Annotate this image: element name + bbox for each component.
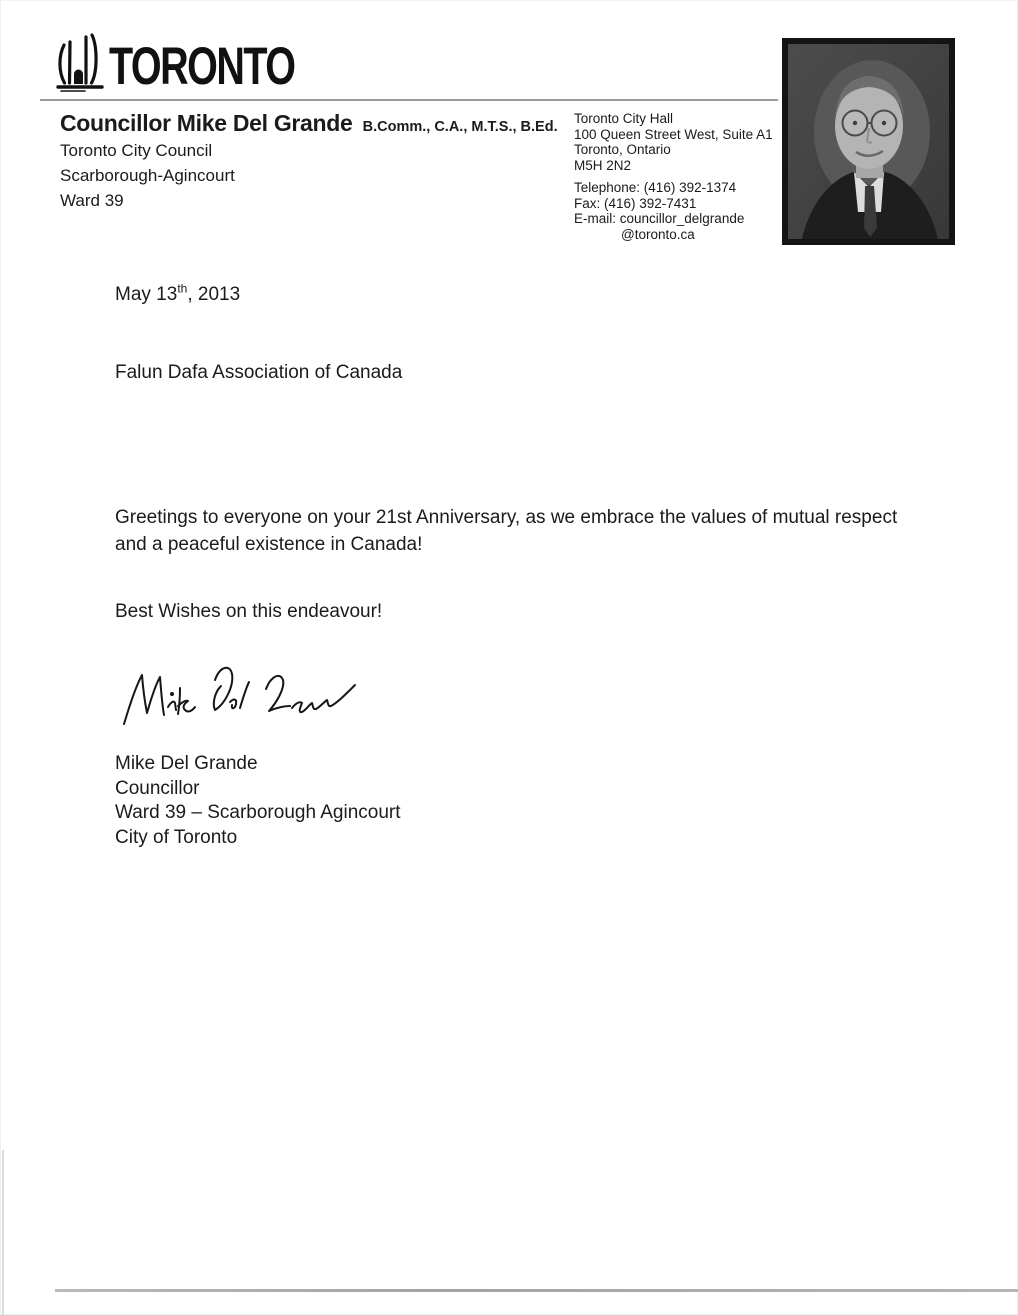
date-prefix: May 13 (115, 284, 178, 305)
recipient-line: Falun Dafa Association of Canada (115, 362, 403, 383)
date-ordinal: th (177, 281, 188, 296)
contact-gap (574, 173, 773, 180)
signoff-block (115, 752, 401, 850)
contact-block (574, 111, 773, 242)
toronto-logo-wordmark: TORONTO (109, 36, 295, 97)
toronto-cityhall-icon (55, 28, 105, 94)
toronto-logo (55, 28, 353, 97)
letter-body-paragraph: Greetings to everyone on your 21st Anniversary, as we embrace the values of mutual respect and a peaceful existence in Canada! (115, 507, 898, 555)
org-line-ward: Ward 39 (60, 191, 124, 210)
address-line-4: M5H 2N2 (574, 157, 632, 173)
signoff-name: Mike Del Grande (115, 753, 258, 774)
org-line-riding: Scarborough-Agincourt (60, 166, 235, 185)
councillor-block (60, 110, 558, 212)
signoff-ward: Ward 39 – Scarborough Agincourt (115, 802, 401, 823)
header-divider (40, 99, 778, 101)
signoff-city: City of Toronto (115, 826, 238, 848)
email-line-continued: @toronto.ca (621, 226, 695, 242)
address-line-1: Toronto City Hall (574, 111, 674, 126)
handwritten-signature (118, 658, 363, 740)
org-line-council: Toronto City Council (60, 141, 213, 160)
letter-date (115, 281, 241, 306)
fax-line: Fax: (416) 392-7431 (574, 195, 697, 211)
wishes-line: Best Wishes on this endeavour! (115, 601, 383, 622)
signoff-title: Councillor (115, 777, 200, 799)
councillor-portrait-photo (782, 38, 955, 245)
councillor-name-line (60, 110, 558, 137)
address-line-2: 100 Queen Street West, Suite A1 (574, 126, 773, 142)
date-suffix: , 2013 (187, 284, 241, 305)
scan-page-left-edge (2, 1150, 4, 1315)
scan-page-bottom-edge (55, 1289, 1018, 1292)
telephone-line: Telephone: (416) 392-1374 (574, 180, 737, 195)
councillor-credentials: B.Comm., C.A., M.T.S., B.Ed. (362, 119, 558, 135)
portrait-illustration (788, 44, 949, 239)
councillor-name: Councillor Mike Del Grande (60, 110, 353, 136)
email-line: E-mail: councillor_delgrande (574, 211, 745, 226)
address-line-3: Toronto, Ontario (574, 142, 671, 157)
